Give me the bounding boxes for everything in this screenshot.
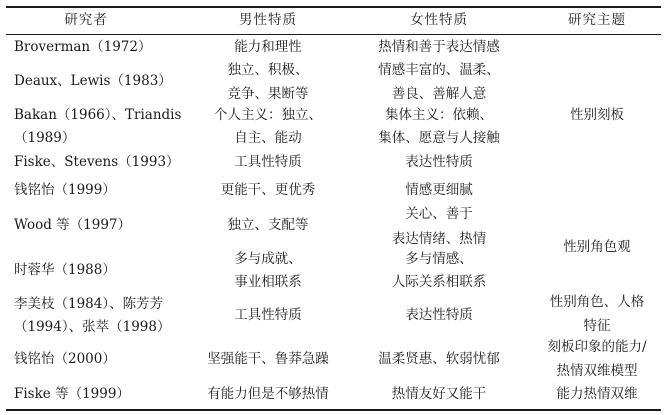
cell-topic: 能力热情双维 xyxy=(556,386,638,402)
cell-researcher: Deaux、Lewis（1983） xyxy=(14,73,172,89)
cell-male: 独立、积极、 xyxy=(227,62,309,78)
cell-male: 工具性特质 xyxy=(234,154,302,170)
cell-researcher: Broverman（1972） xyxy=(14,39,152,55)
cell-female: 集体、愿意与人接触 xyxy=(378,130,500,146)
cell-topic: 刻板印象的能力/ xyxy=(547,339,647,355)
cell-male: 事业相联系 xyxy=(234,274,302,290)
cell-female: 人际关系相联系 xyxy=(391,274,487,290)
cell-female: 关心、善于 xyxy=(405,206,473,222)
cell-female: 善良、善解人意 xyxy=(391,86,487,102)
cell-male: 坚强能干、鲁莽急躁 xyxy=(207,351,329,367)
cell-topic: 性别角色观 xyxy=(563,239,631,255)
cell-male: 更能干、更优秀 xyxy=(220,182,316,198)
cell-female: 表达性特质 xyxy=(405,154,473,170)
cell-topic: 性别角色、人格 xyxy=(549,294,645,310)
header-male-traits: 男性特质 xyxy=(239,12,297,28)
cell-researcher: 时蓉华（1988） xyxy=(14,262,116,278)
cell-researcher: （1994）、张萃（1998） xyxy=(14,319,171,335)
header-research-topic: 研究主题 xyxy=(568,12,626,28)
table-header-rule xyxy=(6,34,661,35)
cell-male: 工具性特质 xyxy=(234,307,302,323)
cell-researcher: （1989） xyxy=(14,130,76,146)
cell-female: 情感更细腻 xyxy=(405,182,473,198)
cell-researcher: 李美枝（1984）、陈芳芳 xyxy=(14,296,164,312)
table-bottom-rule xyxy=(6,409,661,411)
cell-topic: 热情双维模型 xyxy=(556,363,638,379)
cell-researcher: Wood 等（1997） xyxy=(14,217,132,233)
cell-male: 独立、支配等 xyxy=(227,217,309,233)
cell-male: 竞争、果断等 xyxy=(227,86,309,102)
cell-male: 自主、能动 xyxy=(234,130,302,146)
cell-female: 集体主义：依赖、 xyxy=(385,107,493,123)
cell-female: 表达情绪、热情 xyxy=(391,231,487,247)
cell-female: 热情和善于表达情感 xyxy=(378,39,500,55)
cell-male: 多与成就、 xyxy=(234,251,302,267)
cell-male: 有能力但是不够热情 xyxy=(207,386,329,402)
cell-female: 表达性特质 xyxy=(405,307,473,323)
table-top-rule xyxy=(6,6,661,8)
header-female-traits: 女性特质 xyxy=(410,12,468,28)
cell-male: 能力和理性 xyxy=(234,39,302,55)
cell-topic: 性别刻板 xyxy=(570,107,624,123)
cell-female: 情感丰富的、温柔、 xyxy=(378,62,500,78)
header-researcher: 研究者 xyxy=(64,12,108,28)
cell-topic: 特征 xyxy=(583,318,611,334)
cell-researcher: Fiske、Stevens（1993） xyxy=(14,154,180,170)
cell-male: 个人主义：独立、 xyxy=(214,107,322,123)
cell-female: 热情友好又能干 xyxy=(391,386,487,402)
cell-researcher: Fiske 等（1999） xyxy=(14,386,130,402)
cell-female: 温柔贤惠、软弱忧郁 xyxy=(378,351,500,367)
cell-researcher: 钱铭怡（1999） xyxy=(14,182,116,198)
cell-researcher: Bakan（1966）、Triandis xyxy=(14,107,182,123)
cell-female: 多与情感、 xyxy=(405,251,473,267)
cell-researcher: 钱铭怡（2000） xyxy=(14,351,116,367)
